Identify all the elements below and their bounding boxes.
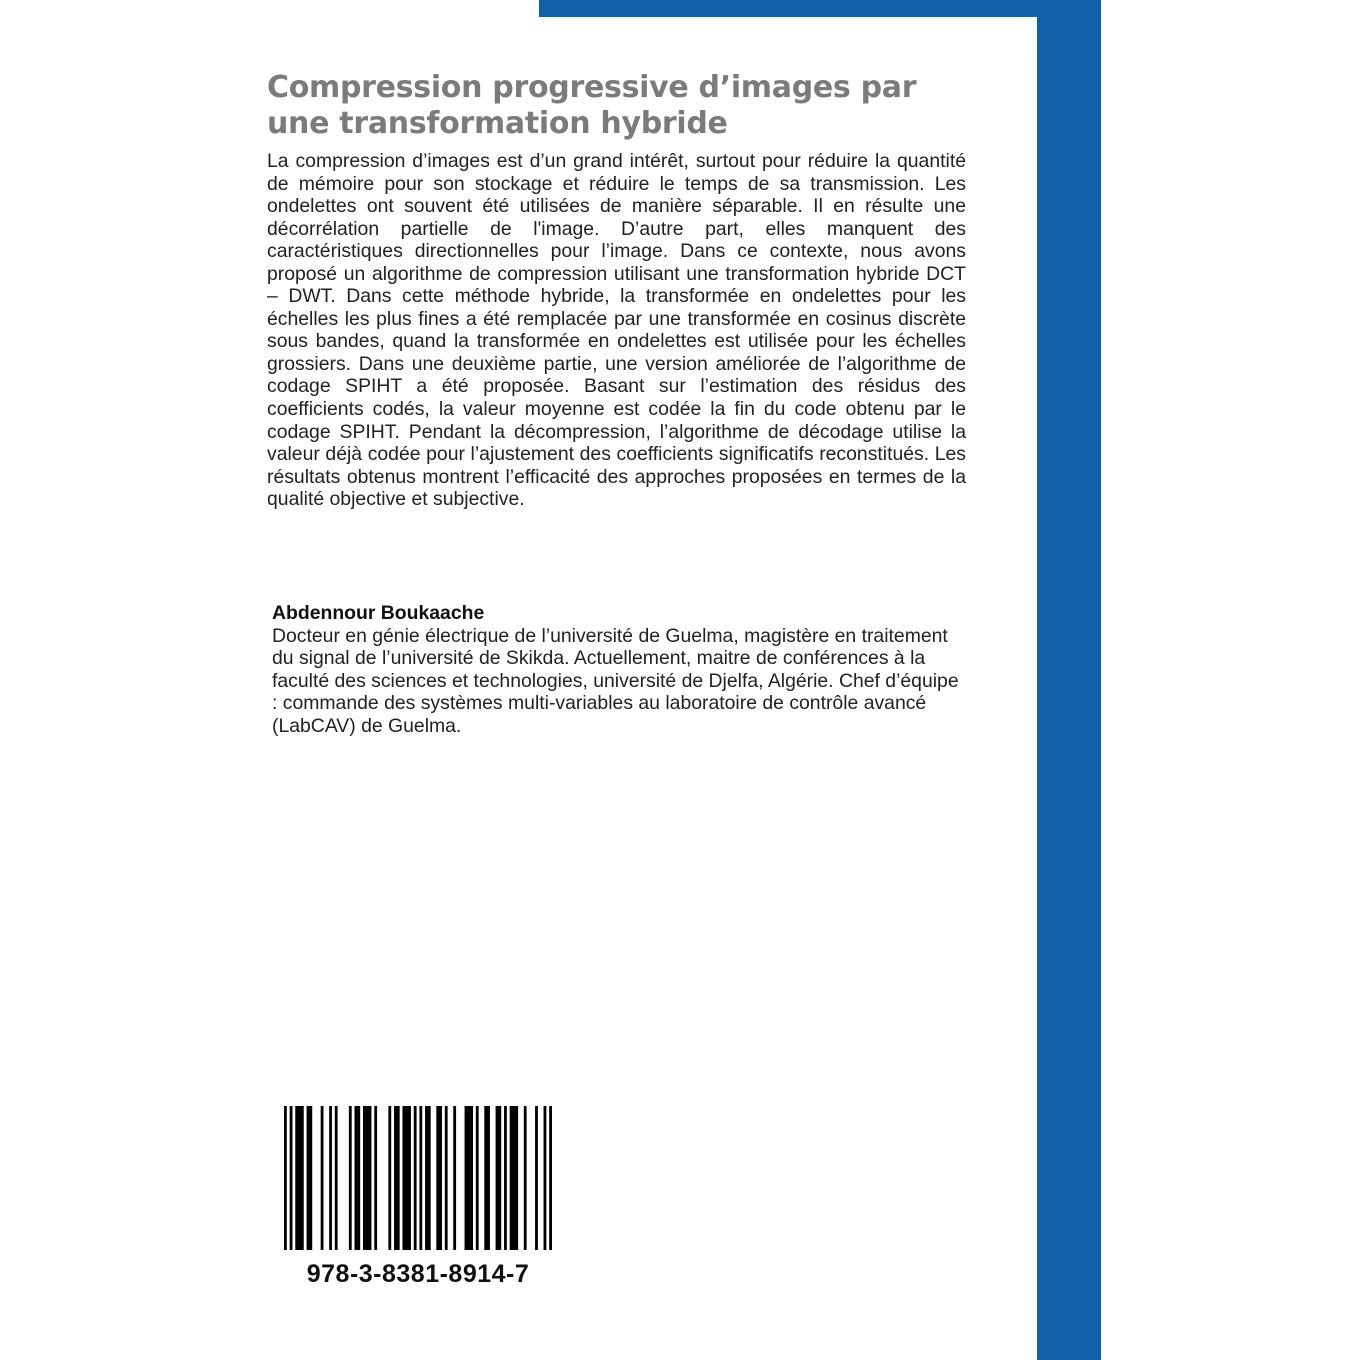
barcode-bar (394, 1106, 400, 1250)
barcode-bar (535, 1106, 538, 1250)
barcode-bar (355, 1106, 361, 1250)
barcode-bar (329, 1106, 332, 1250)
barcode-bar (335, 1106, 338, 1250)
barcode-bar (363, 1106, 371, 1250)
barcode-bar (321, 1106, 324, 1250)
barcode-bar (496, 1106, 502, 1250)
barcode-bar (402, 1106, 410, 1250)
author-name: Abdennour Boukaache (272, 602, 485, 624)
barcode-bar (388, 1106, 391, 1250)
spine-accent-band (1037, 0, 1101, 1360)
top-accent-band (539, 0, 1101, 17)
author-bio: Docteur en génie électrique de l’université de Guelma, magistère en traitement du signal de l’université de Skikda. Actuellement, maitre de conférences à la faculté des sciences et technologies, université de Djelfa, Algérie. Chef d’équipe : commande des systèmes multi-variables au laboratoire de contrôle avancé (LabCAV) de Guelma. (272, 624, 959, 737)
barcode-bar (504, 1106, 507, 1250)
book-abstract: La compression d’images est d’un grand intérêt, surtout pour réduire la quantité de mémoire pour son stockage et réduire le temps de sa transmission. Les ondelettes ont souvent été utilisées de manière séparable. Il en résulte une décorrélation partielle de l'image. D’autre part, elles manquent des caractéristiques directionnelles pour l’image. Dans ce contexte, nous avons proposé un algorithme de compression utilisant une transformation hybride DCT – DWT. Dans cette méthode hybride, la transformée en ondelettes pour les échelles les plus fines a été remplacée par une transformée en cosinus discrète sous bandes, quand la transformée en ondelettes est utilisée pour les échelles grossiers. Dans une deuxième partie, une version améliorée de l’algorithme de codage SPIHT a été proposée. Basant sur l’estimation des résidus des coefficients codés, la valeur moyenne est codée la fin du code obtenu par le codage SPIHT. Pendant la décompression, l’algorithme de décodage utilise la valeur déjà codée pour l’ajustement des coefficients significatifs reconstitués. Les résultats obtenus montrent l’efficacité des approches proposées en termes de la qualité objective et subjective. (267, 150, 966, 511)
isbn-number: 978-3-8381-8914-7 (306, 1260, 530, 1288)
barcode (284, 1106, 552, 1250)
barcode-bar (453, 1106, 456, 1250)
barcode-bar (307, 1106, 313, 1250)
author-section (272, 602, 962, 738)
barcode-bar (349, 1106, 352, 1250)
barcode-bar (295, 1106, 303, 1250)
barcode-bar (510, 1106, 518, 1250)
barcode-bar (544, 1106, 547, 1250)
barcode-bar (374, 1106, 377, 1250)
barcode-bar (425, 1106, 431, 1250)
barcode-bar (445, 1106, 448, 1250)
barcode-bar (436, 1106, 442, 1250)
barcode-bar (284, 1106, 287, 1250)
barcode-bar (484, 1106, 490, 1250)
barcode-bar (290, 1106, 293, 1250)
barcode-bar (549, 1106, 552, 1250)
barcode-bar (414, 1106, 417, 1250)
barcode-bar (524, 1106, 527, 1250)
barcode-bar (476, 1106, 479, 1250)
barcode-bar (465, 1106, 473, 1250)
barcode-graphic (284, 1106, 552, 1250)
barcode-bar (419, 1106, 422, 1250)
book-title: Compression progressive d’images par une transformation hybride (267, 70, 917, 141)
